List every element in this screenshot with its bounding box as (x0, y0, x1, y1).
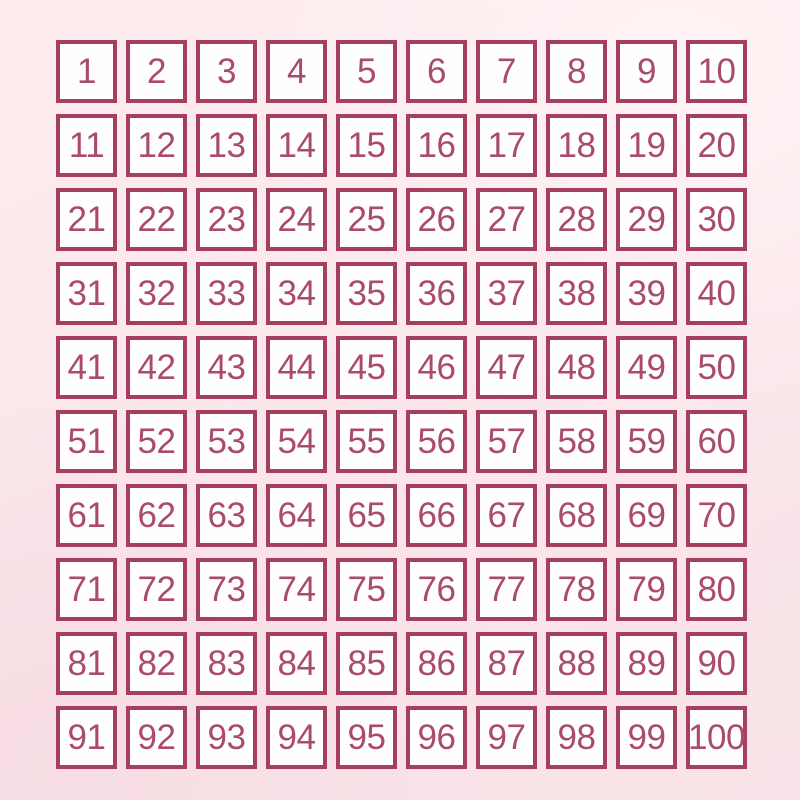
number-cell-93 (196, 706, 257, 769)
number-label: 69 (627, 496, 666, 535)
number-cell-69 (616, 484, 677, 547)
number-label: 65 (347, 496, 386, 535)
number-cell-12 (126, 114, 187, 177)
number-label: 45 (347, 348, 386, 387)
number-label: 20 (697, 126, 736, 165)
number-label: 24 (277, 200, 316, 239)
number-cell-43 (196, 336, 257, 399)
number-cell-83 (196, 632, 257, 695)
number-cell-88 (546, 632, 607, 695)
number-label: 38 (557, 274, 596, 313)
number-label: 93 (207, 718, 246, 757)
number-cell-70 (686, 484, 747, 547)
number-cell-39 (616, 262, 677, 325)
number-cell-46 (406, 336, 467, 399)
number-label: 70 (697, 496, 736, 535)
number-cell-33 (196, 262, 257, 325)
number-cell-73 (196, 558, 257, 621)
number-cell-5 (336, 40, 397, 103)
number-cell-89 (616, 632, 677, 695)
number-label: 10 (697, 52, 736, 91)
number-label: 61 (67, 496, 106, 535)
number-cell-25 (336, 188, 397, 251)
number-label: 68 (557, 496, 596, 535)
number-cell-63 (196, 484, 257, 547)
number-cell-86 (406, 632, 467, 695)
number-label: 80 (697, 570, 736, 609)
number-label: 72 (137, 570, 176, 609)
number-label: 2 (147, 52, 166, 91)
number-label: 35 (347, 274, 386, 313)
number-cell-27 (476, 188, 537, 251)
number-cell-55 (336, 410, 397, 473)
number-label: 92 (137, 718, 176, 757)
number-label: 84 (277, 644, 316, 683)
number-label: 16 (417, 126, 456, 165)
number-cell-37 (476, 262, 537, 325)
number-cell-4 (266, 40, 327, 103)
number-cell-36 (406, 262, 467, 325)
number-label: 41 (67, 348, 106, 387)
number-label: 1 (77, 52, 96, 91)
number-label: 96 (417, 718, 456, 757)
number-cell-49 (616, 336, 677, 399)
number-label: 95 (347, 718, 386, 757)
number-label: 44 (277, 348, 316, 387)
number-cell-30 (686, 188, 747, 251)
number-label: 60 (697, 422, 736, 461)
number-cell-52 (126, 410, 187, 473)
number-label: 9 (637, 52, 656, 91)
number-cell-57 (476, 410, 537, 473)
number-cell-94 (266, 706, 327, 769)
number-label: 49 (627, 348, 666, 387)
number-label: 3 (217, 52, 236, 91)
number-cell-9 (616, 40, 677, 103)
number-cell-50 (686, 336, 747, 399)
number-cell-31 (56, 262, 117, 325)
number-label: 33 (207, 274, 246, 313)
number-cell-81 (56, 632, 117, 695)
number-cell-80 (686, 558, 747, 621)
number-cell-90 (686, 632, 747, 695)
number-cell-29 (616, 188, 677, 251)
number-label: 23 (207, 200, 246, 239)
number-cell-82 (126, 632, 187, 695)
number-cell-53 (196, 410, 257, 473)
number-cell-95 (336, 706, 397, 769)
number-cell-66 (406, 484, 467, 547)
number-label: 54 (277, 422, 316, 461)
number-label: 74 (277, 570, 316, 609)
number-label: 66 (417, 496, 456, 535)
number-cell-1 (56, 40, 117, 103)
number-label: 8 (567, 52, 586, 91)
number-label: 34 (277, 274, 316, 313)
number-cell-23 (196, 188, 257, 251)
number-label: 6 (427, 52, 446, 91)
number-label: 59 (627, 422, 666, 461)
number-cell-74 (266, 558, 327, 621)
number-cell-13 (196, 114, 257, 177)
number-cell-85 (336, 632, 397, 695)
number-label: 11 (68, 126, 105, 165)
number-label: 78 (557, 570, 596, 609)
number-label: 55 (347, 422, 386, 461)
number-cell-67 (476, 484, 537, 547)
number-label: 57 (487, 422, 526, 461)
number-cell-28 (546, 188, 607, 251)
number-cell-3 (196, 40, 257, 103)
number-cell-62 (126, 484, 187, 547)
number-cell-41 (56, 336, 117, 399)
number-label: 48 (557, 348, 596, 387)
number-label: 46 (417, 348, 456, 387)
number-cell-32 (126, 262, 187, 325)
number-cell-38 (546, 262, 607, 325)
number-label: 39 (627, 274, 666, 313)
number-label: 53 (207, 422, 246, 461)
number-cell-51 (56, 410, 117, 473)
number-label: 88 (557, 644, 596, 683)
number-label: 73 (207, 570, 246, 609)
number-label: 89 (627, 644, 666, 683)
number-label: 28 (557, 200, 596, 239)
hundred-chart-grid (56, 40, 747, 769)
number-cell-58 (546, 410, 607, 473)
number-cell-35 (336, 262, 397, 325)
number-label: 32 (137, 274, 176, 313)
number-cell-96 (406, 706, 467, 769)
number-cell-56 (406, 410, 467, 473)
number-cell-75 (336, 558, 397, 621)
number-label: 75 (347, 570, 386, 609)
number-label: 22 (137, 200, 176, 239)
number-label: 42 (137, 348, 176, 387)
number-cell-72 (126, 558, 187, 621)
number-cell-17 (476, 114, 537, 177)
number-label: 58 (557, 422, 596, 461)
number-cell-54 (266, 410, 327, 473)
number-label: 19 (627, 126, 666, 165)
number-label: 15 (347, 126, 386, 165)
number-cell-64 (266, 484, 327, 547)
number-cell-47 (476, 336, 537, 399)
number-cell-16 (406, 114, 467, 177)
number-label: 82 (137, 644, 176, 683)
number-label: 17 (487, 126, 526, 165)
number-cell-60 (686, 410, 747, 473)
number-label: 52 (137, 422, 176, 461)
number-cell-91 (56, 706, 117, 769)
number-label: 25 (347, 200, 386, 239)
number-label: 64 (277, 496, 316, 535)
number-label: 100 (688, 718, 745, 757)
number-cell-2 (126, 40, 187, 103)
number-cell-76 (406, 558, 467, 621)
number-label: 87 (487, 644, 526, 683)
number-label: 90 (697, 644, 736, 683)
number-cell-97 (476, 706, 537, 769)
number-cell-20 (686, 114, 747, 177)
number-cell-77 (476, 558, 537, 621)
number-cell-98 (546, 706, 607, 769)
number-cell-45 (336, 336, 397, 399)
number-label: 63 (207, 496, 246, 535)
number-cell-71 (56, 558, 117, 621)
number-cell-40 (686, 262, 747, 325)
number-cell-78 (546, 558, 607, 621)
number-cell-21 (56, 188, 117, 251)
number-cell-87 (476, 632, 537, 695)
number-cell-65 (336, 484, 397, 547)
number-cell-10 (686, 40, 747, 103)
number-cell-8 (546, 40, 607, 103)
number-label: 47 (487, 348, 526, 387)
number-label: 83 (207, 644, 246, 683)
number-label: 56 (417, 422, 456, 461)
number-cell-59 (616, 410, 677, 473)
number-cell-24 (266, 188, 327, 251)
number-label: 91 (67, 718, 106, 757)
number-label: 30 (697, 200, 736, 239)
number-label: 26 (417, 200, 456, 239)
number-label: 79 (627, 570, 666, 609)
number-label: 37 (487, 274, 526, 313)
number-label: 13 (207, 126, 246, 165)
number-cell-48 (546, 336, 607, 399)
number-cell-6 (406, 40, 467, 103)
number-cell-61 (56, 484, 117, 547)
number-label: 85 (347, 644, 386, 683)
number-cell-18 (546, 114, 607, 177)
number-label: 31 (67, 274, 106, 313)
number-label: 27 (487, 200, 526, 239)
number-label: 71 (67, 570, 106, 609)
number-cell-92 (126, 706, 187, 769)
number-label: 81 (67, 644, 106, 683)
number-cell-44 (266, 336, 327, 399)
number-cell-14 (266, 114, 327, 177)
number-label: 86 (417, 644, 456, 683)
number-label: 36 (417, 274, 456, 313)
number-label: 14 (277, 126, 316, 165)
number-label: 29 (627, 200, 666, 239)
number-cell-11 (56, 114, 117, 177)
number-label: 99 (627, 718, 666, 757)
number-label: 51 (67, 422, 106, 461)
number-label: 4 (287, 52, 306, 91)
number-label: 97 (487, 718, 526, 757)
number-label: 67 (487, 496, 526, 535)
number-cell-15 (336, 114, 397, 177)
number-cell-26 (406, 188, 467, 251)
number-label: 40 (697, 274, 736, 313)
number-label: 7 (497, 52, 516, 91)
number-cell-99 (616, 706, 677, 769)
number-cell-19 (616, 114, 677, 177)
number-label: 21 (67, 200, 106, 239)
number-label: 43 (207, 348, 246, 387)
number-cell-79 (616, 558, 677, 621)
number-label: 98 (557, 718, 596, 757)
number-cell-100 (686, 706, 747, 769)
number-label: 94 (277, 718, 316, 757)
number-cell-7 (476, 40, 537, 103)
number-cell-34 (266, 262, 327, 325)
number-label: 76 (417, 570, 456, 609)
number-label: 12 (137, 126, 176, 165)
number-cell-84 (266, 632, 327, 695)
number-label: 5 (357, 52, 376, 91)
number-label: 50 (697, 348, 736, 387)
number-label: 77 (487, 570, 526, 609)
number-cell-68 (546, 484, 607, 547)
number-cell-42 (126, 336, 187, 399)
number-label: 18 (557, 126, 596, 165)
number-label: 62 (137, 496, 176, 535)
number-cell-22 (126, 188, 187, 251)
